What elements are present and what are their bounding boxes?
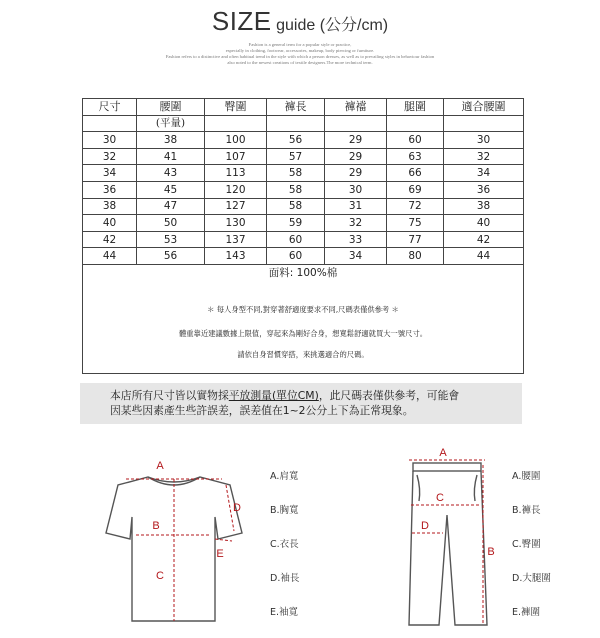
table-cell: 66 (387, 165, 444, 182)
empty-cell (325, 115, 387, 132)
table-cell: 29 (325, 132, 387, 149)
table-cell: 60 (267, 231, 325, 248)
table-cell: 44 (444, 248, 524, 265)
table-cell: 143 (205, 248, 267, 265)
pants-diagram (395, 445, 505, 635)
note-body-type: ＊ 每人身型不同,對穿著舒適度要求不同,尺碼表僅供參考 ＊ (207, 304, 399, 314)
table-cell: 30 (83, 132, 137, 149)
table-cell: 38 (137, 132, 205, 149)
table-cell: 60 (267, 248, 325, 265)
pants-label-c: C (436, 492, 444, 504)
table-cell: 38 (83, 198, 137, 215)
table-cell: 40 (83, 215, 137, 232)
table-cell: 36 (83, 181, 137, 198)
pants-label-b: B (487, 546, 495, 558)
table-cell: 120 (205, 181, 267, 198)
table-cell: 31 (325, 198, 387, 215)
table-cell: 57 (267, 148, 325, 165)
pants-pocket-right (474, 475, 477, 501)
pants-legend (512, 468, 551, 638)
table-cell: 72 (387, 198, 444, 215)
table-cell: 107 (205, 148, 267, 165)
table-cell: 30 (444, 132, 524, 149)
table-cell: 43 (137, 165, 205, 182)
fineprint-line: especially in clothing, footwear, accessories, makeup, body piercing or furniture. (225, 48, 375, 53)
legend-item: C.衣長 (270, 539, 299, 550)
table-cell: 38 (444, 198, 524, 215)
table-cell: 53 (137, 231, 205, 248)
note-habit: 請依自身習慣穿搭，來挑選適合的尺碼。 (237, 349, 369, 359)
fabric-text: 面料: 100%棉 (268, 266, 338, 279)
disclaimer-line-1 (110, 388, 459, 403)
table-row (83, 165, 524, 182)
title-guide: guide (公分/cm) (271, 17, 389, 34)
legend-item: A.腰圍 (512, 471, 541, 482)
disclaimer-text: 本店所有尺寸皆以實物採 (110, 389, 229, 402)
table-cell: 58 (267, 181, 325, 198)
table-cell: 50 (137, 215, 205, 232)
table-cell: 80 (387, 248, 444, 265)
title-size: SIZE (211, 6, 272, 36)
empty-cell (205, 115, 267, 132)
header-waist: 腰圍 (137, 99, 205, 116)
table-cell: 58 (267, 165, 325, 182)
waist-flat-note: (平量) (137, 115, 205, 132)
pants-pocket-left (417, 475, 420, 501)
table-cell: 32 (83, 148, 137, 165)
table-cell: 41 (137, 148, 205, 165)
table-cell: 30 (325, 181, 387, 198)
pants-outline (409, 471, 487, 625)
table-cell: 44 (83, 248, 137, 265)
legend-item: E.褲圍 (512, 607, 541, 618)
header-length: 褲長 (267, 99, 325, 116)
empty-cell (83, 115, 137, 132)
table-cell: 58 (267, 198, 325, 215)
shirt-label-e: E (216, 548, 224, 560)
legend-item: B.褲長 (512, 505, 541, 516)
table-row (83, 231, 524, 248)
table-cell: 59 (267, 215, 325, 232)
table-cell: 47 (137, 198, 205, 215)
shirt-legend (270, 468, 299, 638)
table-subheader-row (83, 115, 524, 132)
legend-item: C.臀圍 (512, 539, 541, 550)
table-cell: 127 (205, 198, 267, 215)
table-row (83, 181, 524, 198)
fineprint-line: Fashion is a general term for a popular style or practice, (248, 42, 352, 47)
table-cell: 60 (387, 132, 444, 149)
pants-label-a: A (439, 447, 447, 459)
table-cell: 34 (83, 165, 137, 182)
pants-waistband (413, 463, 481, 471)
table-cell: 56 (267, 132, 325, 149)
header-hip: 臀圍 (205, 99, 267, 116)
table-cell: 33 (325, 231, 387, 248)
shirt-line-e (215, 539, 232, 541)
legend-item: B.胸寬 (270, 505, 299, 516)
table-cell: 34 (325, 248, 387, 265)
notes-cell (83, 264, 524, 373)
shirt-label-c: C (156, 570, 164, 582)
table-cell: 29 (325, 148, 387, 165)
table-cell: 34 (444, 165, 524, 182)
table-notes-row (83, 264, 524, 373)
header-rise: 褲襠 (325, 99, 387, 116)
table-cell: 42 (83, 231, 137, 248)
legend-item: E.袖寬 (270, 607, 299, 618)
table-cell: 75 (387, 215, 444, 232)
disclaimer-text: ，此尺碼表僅供參考，可能會 (318, 389, 460, 402)
legend-item: A.肩寬 (270, 471, 299, 482)
table-cell: 32 (444, 148, 524, 165)
table-row (83, 148, 524, 165)
fineprint-line: also noted to the newest creations of textile designers.The more technical term. (227, 60, 373, 65)
table-header-row (83, 99, 524, 116)
table-row (83, 132, 524, 149)
disclaimer-band (80, 383, 522, 424)
table-cell: 137 (205, 231, 267, 248)
header-size: 尺寸 (83, 99, 137, 116)
table-row (83, 248, 524, 265)
table-cell: 130 (205, 215, 267, 232)
shirt-label-a: A (156, 460, 164, 472)
table-cell: 32 (325, 215, 387, 232)
shirt-label-b: B (152, 520, 160, 532)
table-cell: 36 (444, 181, 524, 198)
tshirt-diagram (90, 455, 260, 630)
table-cell: 63 (387, 148, 444, 165)
empty-cell (267, 115, 325, 132)
disclaimer-unit: 平放測量(單位CM) (228, 389, 319, 402)
table-cell: 56 (137, 248, 205, 265)
table-cell: 40 (444, 215, 524, 232)
table-cell: 113 (205, 165, 267, 182)
pants-label-d: D (421, 520, 429, 532)
empty-cell (444, 115, 524, 132)
page-title (0, 6, 600, 37)
header-thigh: 腿圍 (387, 99, 444, 116)
table-cell: 45 (137, 181, 205, 198)
fashion-fineprint (110, 42, 490, 66)
table-row (83, 198, 524, 215)
header-fit-waist: 適合腰圍 (444, 99, 524, 116)
note-weight: 體重靠近建議數據上限值，穿起來為剛好合身，想寬鬆舒適就買大一號尺寸。 (178, 328, 428, 338)
table-cell: 29 (325, 165, 387, 182)
fineprint-line: Fashion refers to a distinctive and often habitual trend in the style with which a person dresses, as well as to prevailing styles in behaviour fashion (165, 54, 435, 59)
table-body (83, 132, 524, 265)
table-row (83, 215, 524, 232)
legend-item: D.大腿圍 (512, 573, 551, 584)
table-cell: 100 (205, 132, 267, 149)
size-table (82, 98, 524, 374)
legend-item: D.袖長 (270, 573, 300, 584)
disclaimer-line-2: 因某些因素產生些許誤差，誤差值在1~2公分上下為正常現象。 (110, 404, 414, 417)
table-cell: 77 (387, 231, 444, 248)
shirt-label-d: D (233, 502, 241, 514)
table-cell: 42 (444, 231, 524, 248)
table-cell: 69 (387, 181, 444, 198)
empty-cell (387, 115, 444, 132)
